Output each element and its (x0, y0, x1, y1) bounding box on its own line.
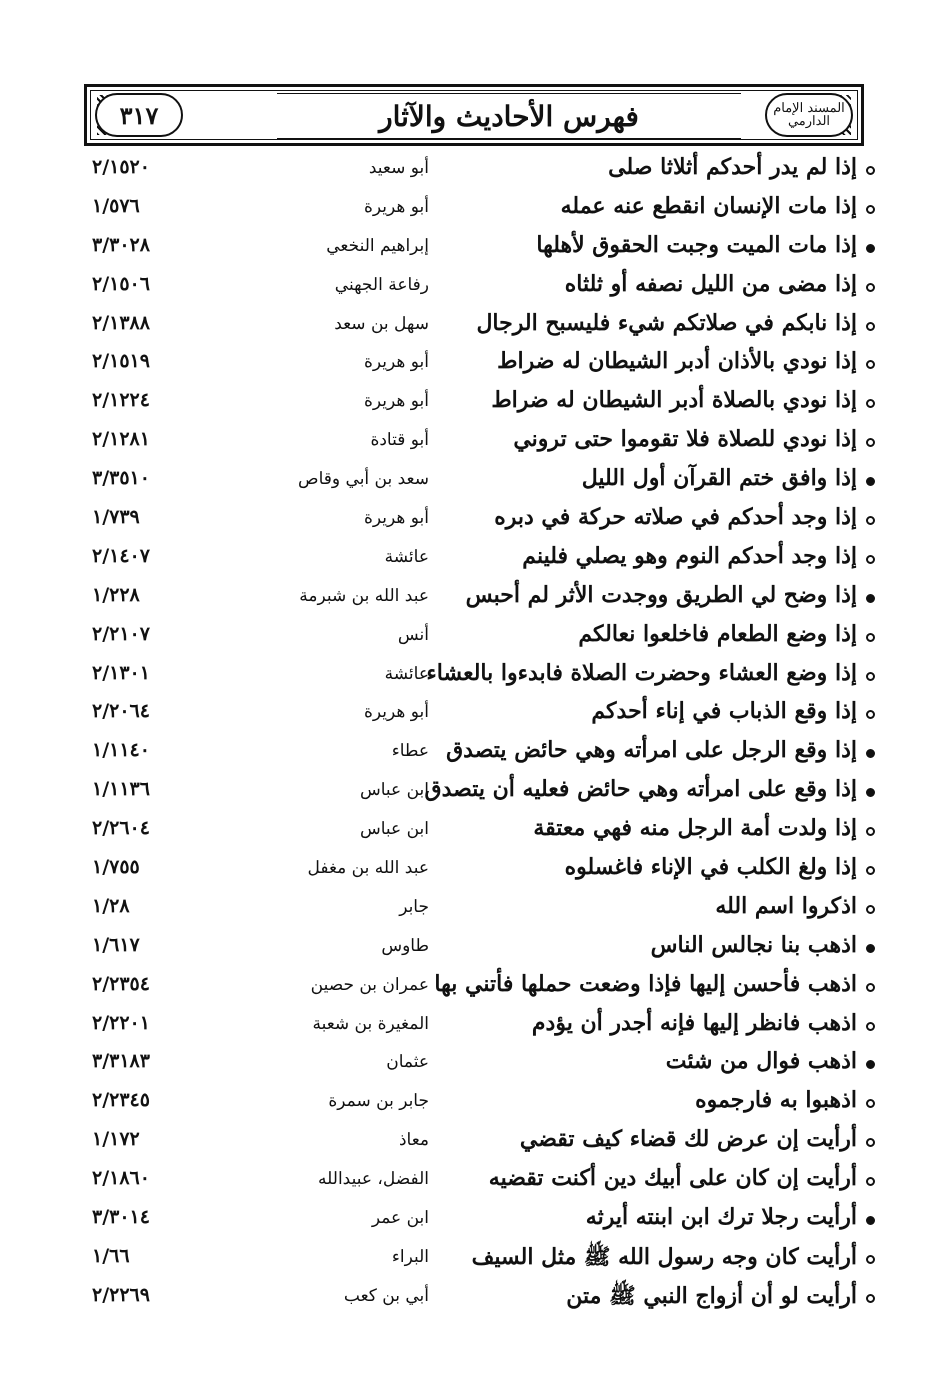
volume-number-reference: ٢/١٣٠١ (92, 661, 150, 684)
volume-number-reference: ١/١٧٢ (92, 1128, 140, 1151)
hadith-incipit: إذا وافق ختم القرآن أول الليل (581, 465, 857, 492)
narrator-name: ابن عباس (359, 780, 429, 801)
book-emblem (765, 93, 853, 137)
volume-number-reference: ١/١١٣٦ (92, 778, 150, 801)
narrator-name: جابر بن سمرة (328, 1091, 429, 1112)
narrator-name: أبو هريرة (363, 352, 429, 373)
hollow-circle-icon (866, 555, 875, 564)
hadith-incipit: إذا وضع الطعام فاخلعوا نعالكم (578, 620, 857, 647)
filled-circle-icon (866, 788, 875, 797)
hollow-circle-icon (866, 710, 875, 719)
volume-number-reference: ٢/٢١٠٧ (92, 622, 150, 645)
hollow-circle-icon (866, 283, 875, 292)
filled-circle-icon (866, 594, 875, 603)
narrator-name: عطاء (391, 741, 429, 762)
hollow-circle-icon (866, 1255, 875, 1264)
hadith-incipit: إذا مات الإنسان انقطع عنه عمله (560, 192, 857, 219)
narrator-name: عبد الله بن شبرمة (299, 585, 429, 606)
filled-circle-icon (866, 749, 875, 758)
narrator-name: أبو هريرة (363, 508, 429, 529)
hollow-circle-icon (866, 360, 875, 369)
page-number-cartouche (95, 93, 183, 137)
hollow-circle-icon (866, 1022, 875, 1031)
hollow-circle-icon (866, 1294, 875, 1303)
page-number: ٣١٧ (119, 100, 159, 130)
hadith-incipit: إذا وجد أحدكم في صلاته حركة في دبره (494, 504, 857, 531)
hollow-circle-icon (866, 166, 875, 175)
hadith-incipit: أرأيت لو أن أزواج النبي ﷺ متن (566, 1282, 857, 1309)
volume-number-reference: ٣/٣٥١٠ (92, 467, 150, 490)
volume-number-reference: ٣/٣١٨٣ (92, 1050, 150, 1073)
index-entry (0, 150, 941, 189)
index-entry (0, 461, 941, 500)
page-header (84, 84, 864, 146)
hadith-incipit: إذا مضى من الليل نصفه أو ثلثاه (564, 270, 857, 297)
narrator-name: عائشة (384, 663, 429, 684)
volume-number-reference: ٢/٢٠٦٤ (92, 700, 150, 723)
hadith-incipit: اذهب فأحسن إليها فإذا وضعت حملها فأتني بها (434, 970, 857, 997)
index-entry (0, 539, 941, 578)
running-title: فهرس الأحاديث والآثار (277, 93, 741, 139)
index-entry (0, 967, 941, 1006)
volume-number-reference: ٢/١٢٨١ (92, 428, 150, 451)
hadith-incipit: إذا وجد أحدكم النوم وهو يصلي فلينم (522, 542, 857, 569)
volume-number-reference: ٣/٣٠١٤ (92, 1206, 150, 1229)
hadith-incipit: إذا نابكم في صلاتكم شيء فليسبح الرجال (476, 309, 857, 336)
narrator-name: عمران بن حصين (310, 974, 429, 995)
volume-number-reference: ٢/١٥٠٦ (92, 272, 150, 295)
narrator-name: الفضل، عبيدالله (318, 1169, 429, 1190)
index-entry (0, 617, 941, 656)
index-entry (0, 1083, 941, 1122)
volume-number-reference: ٢/١٥٢٠ (92, 156, 150, 178)
hadith-incipit: إذا نودي بالأذان أدبر الشيطان له ضراط (497, 348, 857, 375)
narrator-name: البراء (391, 1246, 429, 1267)
narrator-name: ابن عباس (359, 819, 429, 840)
hollow-circle-icon (866, 1177, 875, 1186)
hadith-incipit: أرأيت إن عرض لك قضاء كيف تقضي (519, 1126, 857, 1153)
narrator-name: أبي بن كعب (343, 1285, 429, 1306)
hadith-incipit: إذا وقع الذباب في إناء أحدكم (591, 698, 857, 725)
index-entry (0, 656, 941, 695)
hadith-incipit: إذا لم يدر أحدكم أثلاثا صلى (608, 154, 857, 180)
index-entry (0, 850, 941, 889)
index-entry (0, 189, 941, 228)
index-entry (0, 306, 941, 345)
narrator-name: عبد الله بن مغفل (307, 858, 429, 879)
hollow-circle-icon (866, 633, 875, 642)
volume-number-reference: ٢/١٢٢٤ (92, 389, 150, 412)
hadith-incipit: أرأيت رجلا ترك ابن ابنته أيرثه (585, 1204, 857, 1231)
narrator-name: أنس (397, 624, 429, 645)
index-entry (0, 928, 941, 967)
volume-number-reference: ١/١١٤٠ (92, 739, 150, 762)
hollow-circle-icon (866, 516, 875, 525)
emblem-text: المسند الإمام الدارمي (773, 101, 845, 129)
narrator-name: أبو هريرة (363, 702, 429, 723)
hadith-incipit: إذا وضع العشاء وحضرت الصلاة فابدءوا بالعشاء (426, 659, 857, 686)
index-entry (0, 1122, 941, 1161)
volume-number-reference: ٢/٢٣٤٥ (92, 1089, 150, 1112)
volume-number-reference: ١/٢٢٨ (92, 583, 140, 606)
hadith-incipit: اذهب بنا نجالس الناس (650, 931, 857, 958)
narrator-name: رفاعة الجهني (334, 274, 429, 295)
volume-number-reference: ٢/٢٢٠١ (92, 1011, 150, 1034)
volume-number-reference: ٢/٢٦٠٤ (92, 817, 150, 840)
index-entry (0, 267, 941, 306)
index-entry (0, 1200, 941, 1239)
hadith-incipit: أرأيت إن كان على أبيك دين أكنت تقضيه (488, 1165, 857, 1192)
narrator-name: عائشة (384, 546, 429, 567)
volume-number-reference: ١/٢٨ (92, 894, 130, 917)
index-entry (0, 228, 941, 267)
index-entry (0, 811, 941, 850)
index-entry (0, 578, 941, 617)
narrator-name: أبو هريرة (363, 391, 429, 412)
index-entry (0, 1161, 941, 1200)
hadith-incipit: إذا وقع الرجل على امرأته وهي حائض يتصدق (446, 737, 857, 764)
volume-number-reference: ٢/١٥١٩ (92, 350, 150, 373)
index-entry (0, 733, 941, 772)
index-entry (0, 694, 941, 733)
index-entry (0, 422, 941, 461)
hadith-incipit: إذا وقع على امرأته وهي حائض فعليه أن يتصدق (424, 776, 857, 803)
hollow-circle-icon (866, 205, 875, 214)
narrator-name: سعد بن أبي وقاص (298, 469, 429, 490)
volume-number-reference: ١/٦١٧ (92, 933, 140, 956)
volume-number-reference: ٢/١٣٨٨ (92, 311, 150, 334)
hollow-circle-icon (866, 322, 875, 331)
narrator-name: معاذ (398, 1130, 429, 1151)
hollow-circle-icon (866, 905, 875, 914)
narrator-name: إبراهيم النخعي (326, 235, 429, 256)
volume-number-reference: ٢/٢٣٥٤ (92, 972, 150, 995)
narrator-name: أبو قتادة (370, 430, 429, 451)
hadith-incipit: اذهب فوال من شئت (665, 1048, 857, 1075)
filled-circle-icon (866, 1060, 875, 1069)
hadith-incipit: إذا ولدت أمة الرجل منه فهي معتقة (533, 815, 857, 842)
volume-number-reference: ٢/٢٢٦٩ (92, 1283, 150, 1306)
narrator-name: سهل بن سعد (334, 313, 429, 334)
hollow-circle-icon (866, 672, 875, 681)
hollow-circle-icon (866, 983, 875, 992)
index-entry (0, 383, 941, 422)
hollow-circle-icon (866, 866, 875, 875)
volume-number-reference: ٣/٣٠٢٨ (92, 233, 150, 256)
index-entry (0, 1006, 941, 1045)
volume-number-reference: ٢/١٤٠٧ (92, 544, 150, 567)
narrator-name: جابر (399, 896, 429, 917)
index-entry (0, 344, 941, 383)
hadith-incipit: إذا نودي بالصلاة أدبر الشيطان له ضراط (491, 387, 857, 414)
hollow-circle-icon (866, 438, 875, 447)
hadith-incipit: إذا مات الميت وجبت الحقوق لأهلها (536, 231, 857, 258)
hadith-incipit: إذا وضح لي الطريق ووجدت الأثر لم أحبس (465, 581, 857, 608)
volume-number-reference: ١/٧٥٥ (92, 856, 140, 879)
volume-number-reference: ١/٦٦ (92, 1244, 130, 1267)
filled-circle-icon (866, 477, 875, 486)
hadith-incipit: اذكروا اسم الله (715, 892, 857, 919)
hollow-circle-icon (866, 399, 875, 408)
index-entry (0, 772, 941, 811)
volume-number-reference: ١/٥٧٦ (92, 194, 140, 217)
filled-circle-icon (866, 1216, 875, 1225)
volume-number-reference: ١/٧٣٩ (92, 506, 140, 529)
hadith-incipit: إذا ولغ الكلب في الإناء فاغسلوه (564, 854, 857, 881)
hadith-index-list (0, 150, 941, 1317)
index-entry (0, 1278, 941, 1317)
hadith-incipit: إذا نودي للصلاة فلا تقوموا حتى تروني (513, 426, 857, 453)
narrator-name: أبو سعيد (368, 158, 429, 178)
hollow-circle-icon (866, 827, 875, 836)
volume-number-reference: ٢/١٨٦٠ (92, 1167, 150, 1190)
hadith-incipit: اذهب فانظر إليها فإنه أجدر أن يؤدم (531, 1009, 857, 1036)
index-entry (0, 1044, 941, 1083)
filled-circle-icon (866, 944, 875, 953)
index-entry (0, 1239, 941, 1278)
filled-circle-icon (866, 244, 875, 253)
narrator-name: طاوس (381, 935, 429, 956)
hadith-incipit: أرأيت كان وجه رسول الله ﷺ مثل السيف (471, 1243, 857, 1270)
narrator-name: أبو هريرة (363, 196, 429, 217)
narrator-name: ابن عمر (371, 1208, 429, 1229)
narrator-name: المغيرة بن شعبة (312, 1013, 429, 1034)
narrator-name: عثمان (386, 1052, 429, 1073)
index-entry (0, 889, 941, 928)
index-entry (0, 500, 941, 539)
hadith-incipit: اذهبوا به فارجموه (695, 1087, 857, 1114)
hollow-circle-icon (866, 1099, 875, 1108)
hollow-circle-icon (866, 1138, 875, 1147)
